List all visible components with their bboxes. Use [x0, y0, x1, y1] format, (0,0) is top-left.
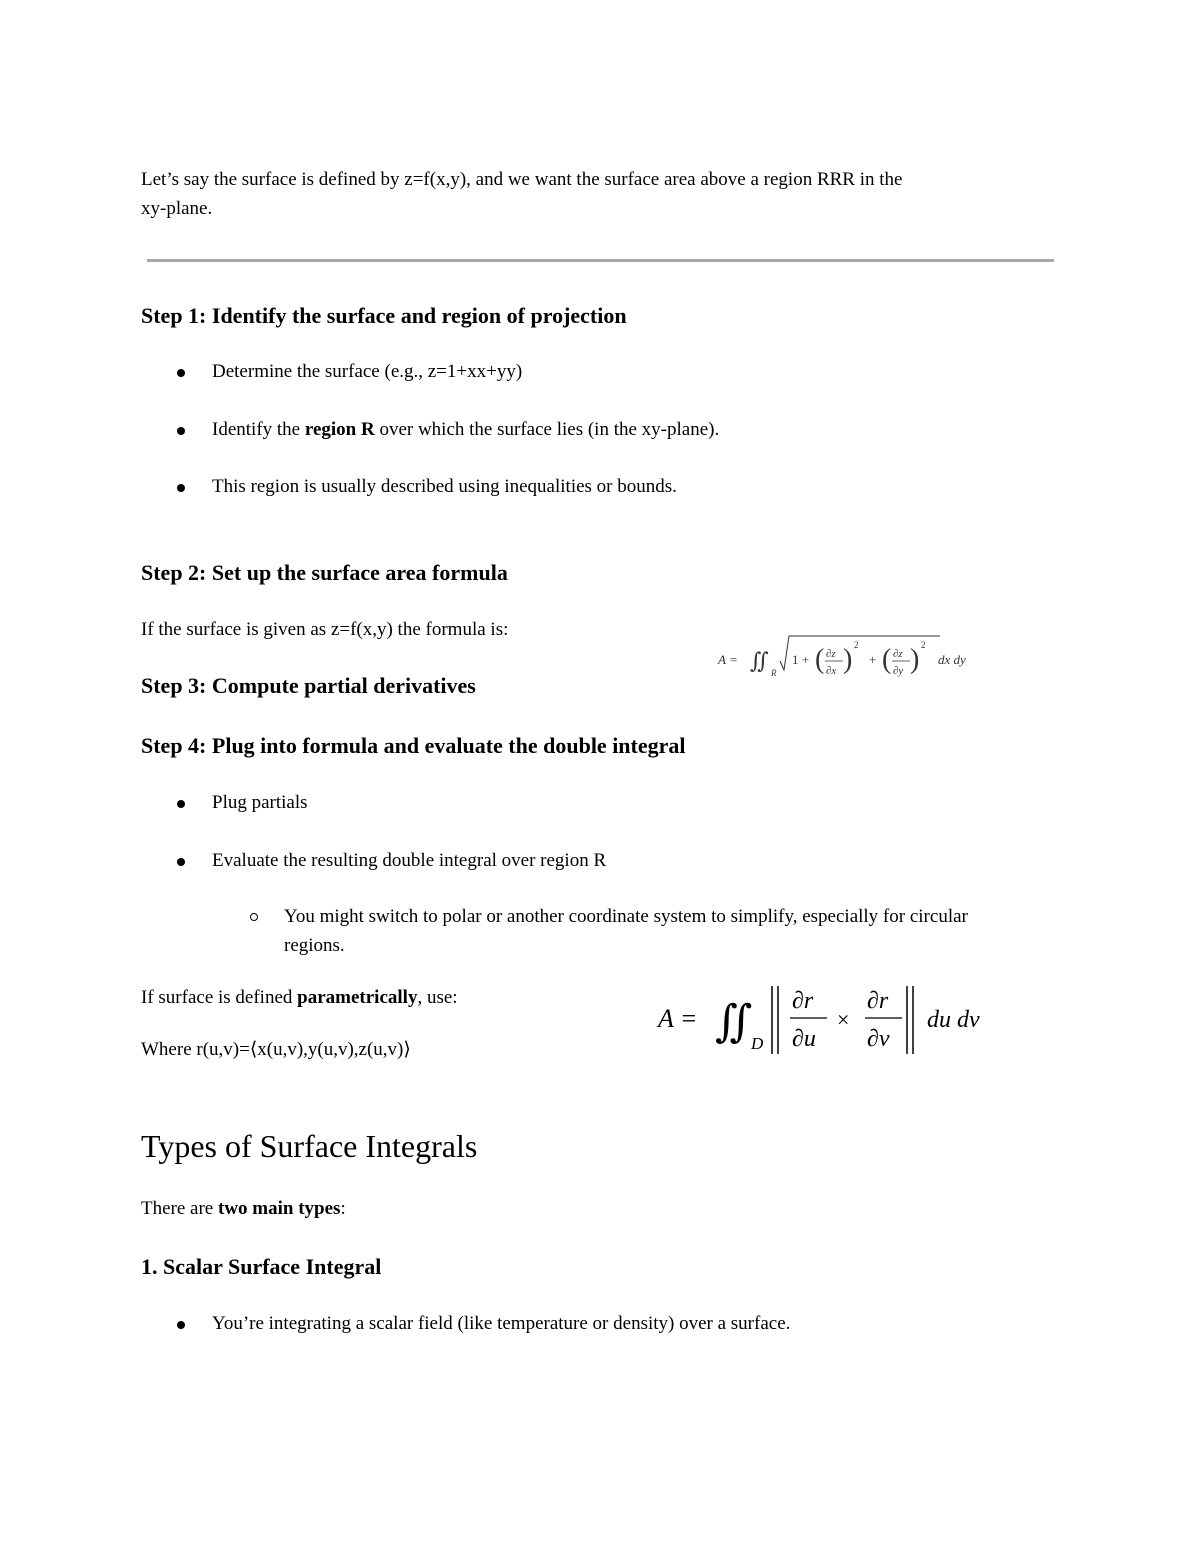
surface-area-formula: [715, 628, 985, 686]
svg-text:(: (: [815, 644, 825, 675]
formula-plus: +: [869, 652, 877, 667]
formula2-integral: ∬: [715, 997, 753, 1046]
parametric-text: If surface is defined parametrically, use:: [141, 987, 458, 1008]
bullet-icon: [177, 369, 185, 377]
bullet-icon: [177, 800, 185, 808]
parametric-area-formula: [655, 978, 1000, 1060]
step3-heading: Step 3: Compute partial derivatives: [141, 673, 476, 698]
bullet-icon: [177, 484, 185, 492]
formula2-lhs: A =: [658, 1004, 698, 1033]
step4-bullet-1: Plug partials: [212, 792, 308, 813]
svg-text:(: (: [882, 644, 892, 675]
intro-line-1: Let’s say the surface is defined by z=f(x,y), and we want the surface area above a region RRR in the: [141, 169, 903, 190]
step4-sub-bullet-line-1: You might switch to polar or another coordinate system to simplify, especially for circular: [284, 906, 968, 927]
formula-dx: ∂x: [826, 665, 837, 677]
intro-line-2: xy-plane.: [141, 198, 213, 219]
scalar-heading: 1. Scalar Surface Integral: [141, 1254, 382, 1279]
formula2-times: ×: [837, 1007, 850, 1032]
formula2-tail: du dv: [927, 1007, 980, 1033]
step2-text: If the surface is given as z=f(x,y) the formula is:: [141, 619, 509, 640]
step1-bullet-2: Identify the region R over which the surface lies (in the xy-plane).: [212, 419, 720, 440]
step2-heading: Step 2: Set up the surface area formula: [141, 560, 508, 585]
bullet-icon: [177, 858, 185, 866]
horizontal-divider: [147, 259, 1054, 262]
step1-heading: Step 1: Identify the surface and region of projection: [141, 303, 627, 328]
formula-region: R: [771, 668, 777, 678]
formula-dy: ∂y: [893, 665, 904, 677]
formula-tail: dx dy: [938, 652, 966, 667]
formula-one: 1 +: [792, 652, 810, 667]
double-integral-symbol: ∬: [750, 648, 769, 673]
step1-bullet-3: This region is usually described using inequalities or bounds.: [212, 476, 677, 497]
hollow-bullet-icon: [250, 913, 258, 921]
scalar-bullet: You’re integrating a scalar field (like temperature or density) over a surface.: [212, 1313, 791, 1334]
bullet-icon: [177, 1321, 185, 1329]
formula2-dv: ∂v: [867, 1026, 890, 1052]
formula-exp-2: 2: [921, 640, 926, 650]
svg-text:): ): [843, 644, 853, 675]
formula2-dr-2: ∂r⃗: [867, 988, 907, 1014]
types-heading: Types of Surface Integrals: [141, 1128, 478, 1164]
formula-exp-1: 2: [854, 640, 859, 650]
step4-bullet-2: Evaluate the resulting double integral over region R: [212, 850, 607, 871]
formula2-du: ∂u: [792, 1026, 816, 1052]
types-intro: There are two main types:: [141, 1198, 346, 1219]
formula2-region: D: [751, 1034, 764, 1053]
step1-bullet-1: Determine the surface (e.g., z=1+xx+yy): [212, 361, 523, 382]
formula-lhs: A =: [718, 652, 738, 667]
formula-dz: ∂z: [826, 648, 836, 660]
step4-sub-bullet-line-2: regions.: [284, 935, 345, 956]
parametric-where: Where r(u,v)=⟨x(u,v),y(u,v),z(u,v)⟩: [141, 1039, 411, 1060]
formula-dz-2: ∂z: [893, 648, 903, 660]
formula2-dr-1: ∂r⃗: [792, 988, 832, 1014]
bullet-icon: [177, 427, 185, 435]
step4-heading: Step 4: Plug into formula and evaluate the double integral: [141, 733, 686, 758]
svg-text:): ): [910, 644, 920, 675]
